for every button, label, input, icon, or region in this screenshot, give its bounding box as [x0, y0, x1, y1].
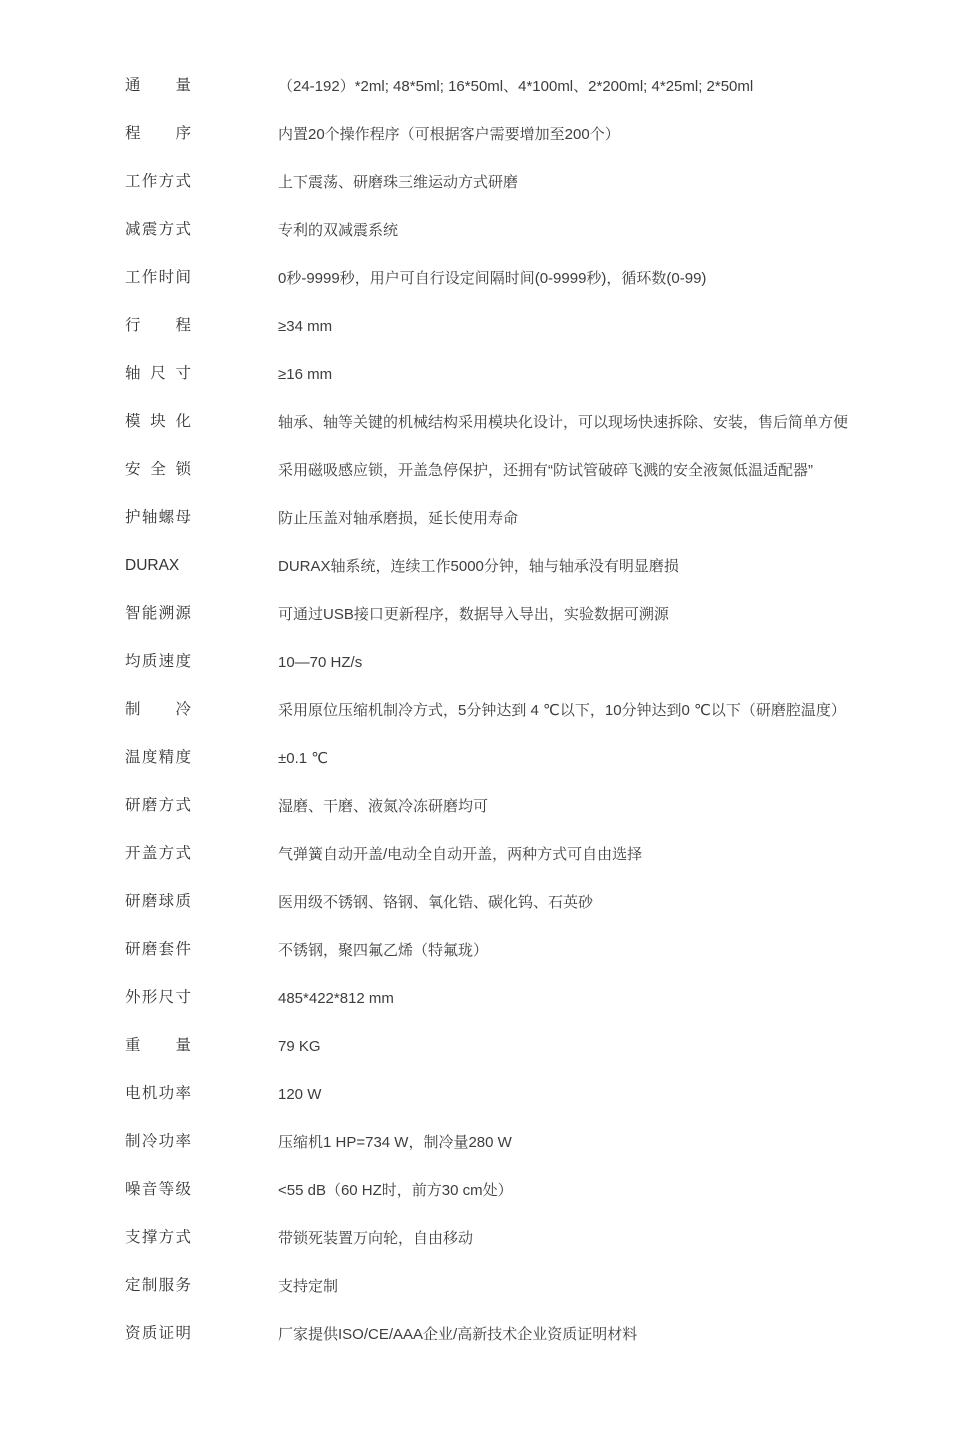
spec-row-label: 定制服务 — [125, 1277, 191, 1295]
spec-row-value: 485*422*812 mm — [278, 989, 394, 1007]
spec-row-value: 湿磨、干磨、液氮冷冻研磨均可 — [278, 797, 489, 815]
spec-row-label: 温度精度 — [125, 749, 191, 767]
spec-row-label: 支撑方式 — [125, 1229, 191, 1247]
spec-row-label: 研磨球质 — [125, 893, 191, 911]
spec-row-label: DURAX — [125, 557, 180, 575]
spec-row-value: （24-192）*2ml; 48*5ml; 16*50ml、4*100ml、2*200ml; 4*25ml; 2*50ml — [278, 77, 754, 95]
spec-row-value: 采用磁吸感应锁，开盖急停保护，还拥有“防试管破碎飞溅的安全液氮低温适配器” — [278, 461, 813, 479]
spec-row — [125, 398, 915, 446]
spec-row-label: 模块化 — [125, 413, 191, 431]
spec-row — [125, 1118, 915, 1166]
spec-row — [125, 830, 915, 878]
spec-row-value: 带锁死装置万向轮，自由移动 — [278, 1229, 474, 1247]
spec-row — [125, 1262, 915, 1310]
spec-row-value: 内置20个操作程序（可根据客户需要增加至200个） — [278, 125, 620, 143]
spec-row-label: 安全锁 — [125, 461, 191, 479]
spec-row — [125, 686, 915, 734]
spec-row-value: 10—70 HZ/s — [278, 653, 363, 671]
spec-row — [125, 446, 915, 494]
spec-row-label: 制冷功率 — [125, 1133, 191, 1151]
spec-row — [125, 110, 915, 158]
spec-row-value: 厂家提供ISO/CE/AAA企业/高新技术企业资质证明材料 — [278, 1325, 638, 1343]
spec-row-label: 减震方式 — [125, 221, 191, 239]
spec-row-label: 通量 — [125, 77, 191, 95]
spec-row — [125, 1310, 915, 1358]
spec-row-label: 外形尺寸 — [125, 989, 191, 1007]
spec-row-value: 可通过USB接口更新程序，数据导入导出，实验数据可溯源 — [278, 605, 669, 623]
spec-row-label: 程序 — [125, 125, 191, 143]
spec-row-value: 轴承、轴等关键的机械结构采用模块化设计，可以现场快速拆除、安装，售后简单方便 — [278, 413, 849, 431]
spec-row-label: 噪音等级 — [125, 1181, 191, 1199]
spec-row-label: 重量 — [125, 1037, 191, 1055]
spec-row-value: 120 W — [278, 1085, 322, 1103]
spec-row-value: <55 dB（60 HZ时，前方30 cm处） — [278, 1181, 513, 1199]
spec-table — [125, 62, 915, 1358]
spec-row-value: 79 KG — [278, 1037, 321, 1055]
spec-row-value: 压缩机1 HP=734 W，制冷量280 W — [278, 1133, 512, 1151]
spec-row — [125, 878, 915, 926]
spec-row — [125, 974, 915, 1022]
spec-row-label: 工作方式 — [125, 173, 191, 191]
spec-row — [125, 158, 915, 206]
spec-row — [125, 542, 915, 590]
spec-row-label: 开盖方式 — [125, 845, 191, 863]
spec-row — [125, 926, 915, 974]
spec-row-label: 智能溯源 — [125, 605, 191, 623]
spec-row-value: 气弹簧自动开盖/电动全自动开盖，两种方式可自由选择 — [278, 845, 643, 863]
spec-row-label: 行程 — [125, 317, 191, 335]
spec-row — [125, 1166, 915, 1214]
spec-row-value: 防止压盖对轴承磨损，延长使用寿命 — [278, 509, 519, 527]
spec-row — [125, 1070, 915, 1118]
spec-row-label: 研磨方式 — [125, 797, 191, 815]
spec-row — [125, 302, 915, 350]
spec-row-value: 0秒-9999秒，用户可自行设定间隔时间(0-9999秒)，循环数(0-99) — [278, 269, 707, 287]
spec-row-value: 上下震荡、研磨珠三维运动方式研磨 — [278, 173, 519, 191]
spec-row-value: ±0.1 ℃ — [278, 749, 329, 767]
spec-row-label: 研磨套件 — [125, 941, 191, 959]
spec-row — [125, 1022, 915, 1070]
spec-row-label: 轴尺寸 — [125, 365, 191, 383]
spec-row — [125, 62, 915, 110]
spec-row — [125, 782, 915, 830]
spec-row-label: 护轴螺母 — [125, 509, 191, 527]
spec-row-value: ≥34 mm — [278, 317, 333, 335]
spec-row — [125, 254, 915, 302]
spec-row — [125, 638, 915, 686]
spec-row-value: 专利的双减震系统 — [278, 221, 399, 239]
spec-row-value: 不锈钢，聚四氟乙烯（特氟珑） — [278, 941, 489, 959]
spec-row-label: 电机功率 — [125, 1085, 191, 1103]
spec-row-label: 制冷 — [125, 701, 191, 719]
spec-row-value: 采用原位压缩机制冷方式，5分钟达到 4 ℃以下，10分钟达到0 ℃以下（研磨腔温度） — [278, 701, 846, 719]
spec-row-value: 支持定制 — [278, 1277, 339, 1295]
spec-row — [125, 734, 915, 782]
spec-row-label: 资质证明 — [125, 1325, 191, 1343]
spec-row-label: 工作时间 — [125, 269, 191, 287]
spec-row — [125, 1214, 915, 1262]
spec-row-value: 医用级不锈钢、铬钢、氧化锆、碳化钨、石英砂 — [278, 893, 594, 911]
spec-row — [125, 494, 915, 542]
spec-row — [125, 590, 915, 638]
spec-row — [125, 206, 915, 254]
spec-row-value: DURAX轴系统，连续工作5000分钟，轴与轴承没有明显磨损 — [278, 557, 679, 575]
spec-row-label: 均质速度 — [125, 653, 191, 671]
spec-row-value: ≥16 mm — [278, 365, 333, 383]
spec-row — [125, 350, 915, 398]
